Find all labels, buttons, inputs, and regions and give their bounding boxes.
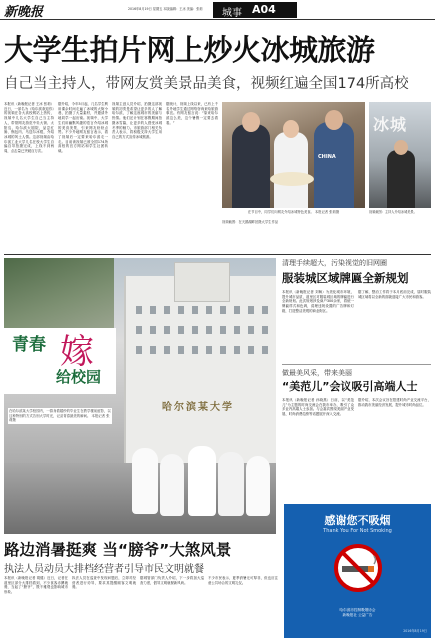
photo2-face: [394, 140, 408, 155]
photo1-caption-text: 在节目中，同学们向网友介绍冰城特色美食。: [247, 210, 314, 214]
bottom-article-col2: 执法人员在巡查中发现问题后，立即对经营者进行劝导，要求其提醒顾客文明就餐。: [72, 576, 136, 590]
right-article1-col2: 据了解，整治工作将于本月底前完成，届时服装城区域将以全新的面貌迎接广大市民和游客。: [358, 290, 431, 299]
masthead-page-number: A04: [252, 3, 276, 16]
no-smoking-ad: [284, 504, 431, 638]
wedding-title-big: 嫁: [60, 332, 94, 372]
photo-person-mid: [274, 132, 308, 208]
right-article1-col1: 本报讯（新晚报记者 刘畅）为美化城市环境，提升城市品质，道里区对服装城区域的牌匾进行全新规划。此次规划涉及商户300余家，将统一牌匾样式和色调，清理违规设置的广告牌和灯箱，打造整洁美观的商业街区。: [282, 290, 354, 313]
building-sign: 哈尔滨某大学: [162, 402, 234, 413]
right-article1-kicker: 清理手续超大，污染视觉的旧网圈: [282, 259, 387, 267]
building-windows-row1: [136, 306, 268, 314]
no-smoking-icon: [332, 542, 384, 594]
right-divider: [282, 364, 431, 365]
building-tower: [174, 262, 230, 302]
ad-footer: 哈尔滨市控制吸烟协会 新晚报社 公益广告: [339, 608, 376, 617]
masthead-logo: 新晚报: [4, 5, 44, 20]
photo-face-mid: [283, 120, 299, 138]
photo-jacket-text: CHINA: [318, 154, 336, 160]
photo2-sign-text: 冰城: [373, 115, 408, 134]
building-windows-row3: [136, 346, 268, 354]
right-article2-kicker: 做最美风采，带来美丽: [282, 369, 352, 377]
right-article2-title: “美范儿”会议吸引高端人士: [282, 380, 418, 393]
photo1-credit: 本报记者 张莉摄: [314, 210, 340, 214]
wedding-caption-text: 在哈尔滨某大学校园内，一群身着婚纱的毕业生在教学楼前留影，以这种特别的方式告别大学时光，记录青春最美的瞬间。: [9, 409, 111, 418]
wedding-caption: [8, 408, 112, 424]
photo2-caption: 视频截图：主持人介绍冰城美景。: [369, 210, 417, 214]
bride-5: [246, 456, 270, 516]
ad-title-en: Thank You For Not Smoking: [323, 528, 392, 534]
lead-article-col1: 本报讯（新晚报记者 王冰 张莉）近日，一部名为《哈尔滨欢迎你》的视频在各大高校网站上热传，视频中几名大学生自己当主持人，带领网友游览中央大街、太阳岛、哈尔滨大剧院，品尝红肠、锅包肉、马迭尔冰棍，介绍冰城的风土人情。这部视频由哈尔滨工业大学几名在校大学生自编自导拍摄完成，上线不到两周，点击量已突破百万次。: [4, 102, 54, 154]
news-photo-students: [222, 102, 365, 208]
bride-3: [188, 446, 216, 516]
wedding-photo-trees: [4, 258, 114, 328]
wedding-credit: 本报记者 张莉摄: [9, 413, 110, 423]
photo-person-left: [232, 124, 270, 208]
right-article1-title: 服装城区域牌匾全新规划: [282, 271, 409, 285]
bottom-article-title: 路边消暑挺爽 当“膀爷”大煞风景: [4, 541, 232, 559]
bottom-article-subtitle: 执法人员动员大排档经营者引导市民文明就餐: [4, 564, 204, 575]
bride-2: [160, 454, 184, 516]
wedding-photo-building: [124, 276, 276, 466]
masthead-date: 2016年8月19日 星期五 本版编辑：王冰 美编：张莉: [128, 7, 203, 11]
headline-subtitle: 自己当主持人，带网友赏美景品美食，视频红遍全国174所高校: [4, 76, 409, 92]
wedding-title-a: 青春: [12, 335, 46, 355]
ad-title-cn: 感谢您不吸烟: [324, 514, 391, 527]
photo2-person: [387, 150, 415, 208]
wedding-title-b: 给校园: [56, 368, 102, 386]
photo-person-right: [314, 122, 354, 208]
photo1-caption: [222, 210, 365, 215]
bride-1: [132, 448, 158, 514]
bottom-article-col3: 据城管部门负责人介绍，下一步将加大巡查力度，倡导文明就餐新风尚。: [140, 576, 204, 585]
news-photo-street-sign: [369, 102, 431, 208]
wedding-photo: [4, 258, 276, 534]
masthead: [0, 0, 435, 20]
section-divider: [4, 254, 431, 255]
bottom-article-col4: 不少市民表示，夏季消暑无可厚非，但也应注意公共场合的文明礼仪。: [208, 576, 278, 585]
headline-title: 大学生拍片网上炒火冰城旅游: [4, 33, 375, 67]
masthead-section: 城事: [222, 8, 242, 19]
photo-face-right: [325, 110, 343, 130]
bottom-article-col1: 本报讯（新晚报记者 胡健）近日，记者在道里区部分大排档看到，不少食客赤膊就餐，当起了“膀爷”，既不雅观也影响城市形象。: [4, 576, 68, 595]
lead-article-col4: 据统计，视频上线以来，已有上千名外地学生通过网络咨询来哈旅游事宜。有网友留言说：“原来哈尔滨这么美，这个暑假一定要去看看。”: [166, 102, 218, 125]
right-article2-col1: 本报讯（新晚报记者 孙晓燕）日前，以“美范儿”为主题的时尚交流会在我市举办，吸引了众多业内高端人士参加。与会嘉宾围绕美丽产业发展、时尚消费趋势等话题展开深入交流。: [282, 398, 354, 417]
bride-4: [218, 452, 244, 516]
building-windows-row2: [136, 326, 268, 334]
photo-credit-line: 视频截图：在天鹅湖畔拍摄大学生作品: [222, 220, 279, 224]
right-article2-col2: 据介绍，本次会议旨在搭建时尚产业交流平台，推动我市美丽经济发展，提升城市时尚品位。: [358, 398, 431, 407]
ad-footer-sub: 2016年8月19日: [403, 629, 427, 633]
lead-article-col2: 据介绍，今年5月起，几名学生利用课余时间走遍了冰城的大街小巷，拍摄了大量素材，并邀请外地同学一起出镜。视频中，大学生们用幽默风趣的语言介绍冰城的美食美景，引来网友纷纷点赞。不少外地网友留言表示，看了视频后一定要来哈尔滨走一走。目前该视频已被全国174所高校的官方网站和学生社团转载。: [58, 102, 108, 154]
photo-food-plate: [270, 172, 314, 186]
photo-face-left: [242, 112, 260, 132]
lead-article-col3: 视频主创人员介绍，拍摄这部视频的初衷是希望让更多的人了解哈尔滨，了解这座城市的美丽与热情。他们还计划在寒假期间拍摄冰雪篇，让更多的人感受冰城冬季的魅力。市旅游部门相关负责人表示，将积极支持大学生用自己的方式宣传冰城旅游。: [112, 102, 162, 139]
